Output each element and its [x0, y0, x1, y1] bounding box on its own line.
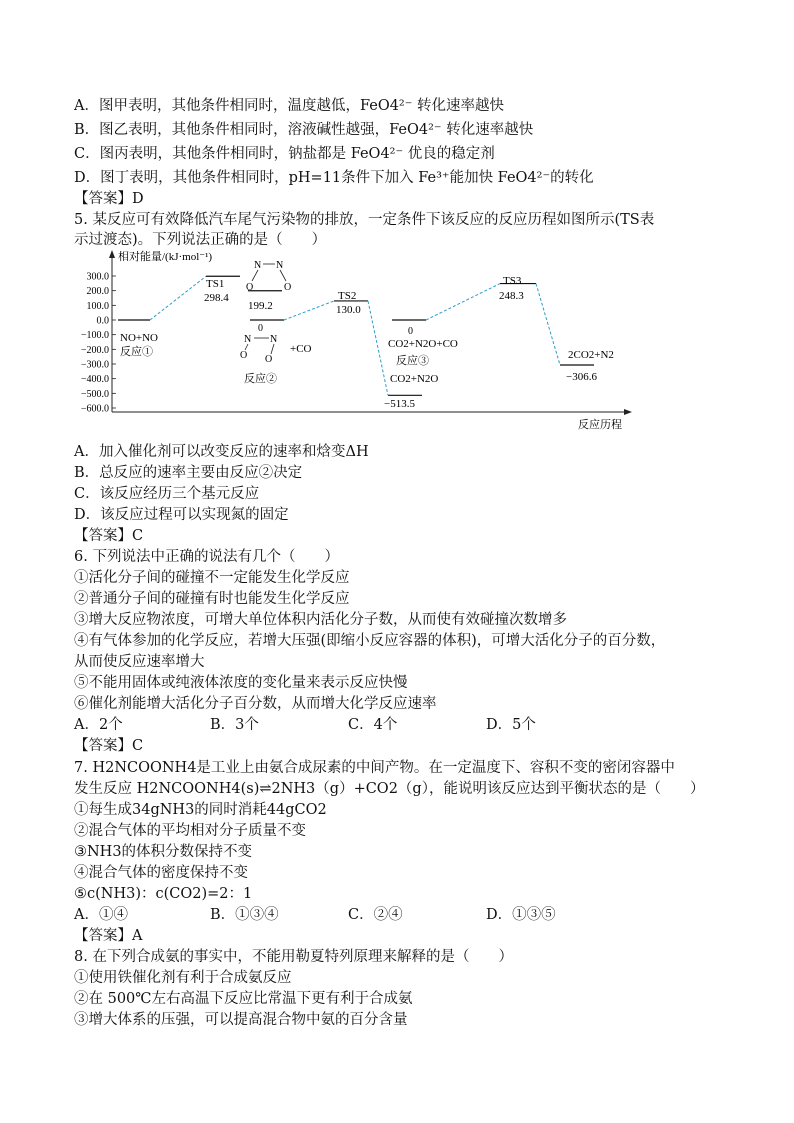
- q6-option-a: A．2个: [74, 717, 123, 733]
- y-tick-label: −200.0: [80, 344, 109, 356]
- q6-option-c: C．4个: [348, 717, 398, 733]
- q5-stem-line1: 5. 某反应可有效降低汽车尾气污染物的排放，一定条件下该反应的反应历程如图所示(TS表: [74, 212, 655, 228]
- q4-option-b: B．图乙表明，其他条件相同时，溶液碱性越强，FeO4²⁻ 转化速率越快: [74, 122, 534, 138]
- plus-co: +CO: [290, 343, 312, 355]
- final-species: 2CO2+N2: [568, 349, 614, 361]
- y-tick-label: −600.0: [80, 403, 109, 415]
- q5-option-c: C．该反应经历三个基元反应: [74, 486, 260, 502]
- q8-item-3: ③增大体系的压强，可以提高混合物中氨的百分含量: [74, 1012, 408, 1028]
- connector-dash: [368, 301, 388, 395]
- co2-n2o-co: CO2+N2O+CO: [388, 338, 458, 350]
- q5-option-b: B．总反应的速率主要由反应②决定: [74, 465, 303, 481]
- q6-answer: 【答案】C: [74, 738, 144, 754]
- mol-n2: N: [270, 334, 278, 345]
- q6-item-3: ③增大反应物浓度，可增大单位体积内活化分子数，从而使有效碰撞次数增多: [74, 612, 567, 628]
- q6-item-4: ④有气体参加的化学反应，若增大压强(即缩小反应容器的体积)，可增大活化分子的百分数，: [74, 633, 666, 649]
- mol-o2: O: [265, 354, 273, 365]
- ts1-label: TS1: [206, 278, 225, 290]
- q6-item-4-cont: 从而使反应速率增大: [74, 654, 205, 670]
- reaction3-label: 反应③: [396, 355, 429, 367]
- y-axis-arrow: [109, 250, 115, 258]
- q4-option-a: A．图甲表明，其他条件相同时，温度越低，FeO4²⁻ 转化速率越快: [74, 98, 505, 114]
- q7-item-4: ④混合气体的密度保持不变: [74, 865, 248, 881]
- q4-answer: 【答案】D: [74, 191, 144, 207]
- y-tick-label: −400.0: [80, 374, 109, 386]
- int-value: 199.2: [248, 300, 273, 312]
- low-value: −513.5: [384, 398, 415, 410]
- y-ticks: [81, 272, 116, 415]
- q4-option-c: C．图丙表明，其他条件相同时，钠盐都是 FeO4²⁻ 优良的稳定剂: [74, 146, 495, 162]
- connector-dash: [536, 284, 560, 365]
- reaction2-label: 反应②: [244, 373, 277, 385]
- q6-item-6: ⑥催化剂能增大活化分子百分数，从而增大化学反应速率: [74, 696, 437, 712]
- ring-n2: N: [276, 260, 284, 271]
- q6-item-5: ⑤不能用固体或纯液体浓度的变化量来表示反应快慢: [74, 675, 408, 691]
- ring-n1: N: [254, 260, 262, 271]
- connector-dash: [284, 301, 334, 320]
- q7-answer: 【答案】A: [74, 928, 143, 944]
- q5-answer: 【答案】C: [74, 528, 144, 544]
- q6-option-d: D．5个: [486, 717, 536, 733]
- q7-item-1: ①每生成34gNH3的同时消耗44gCO2: [74, 802, 327, 818]
- connector-dash: [150, 276, 206, 320]
- q6-item-1: ①活化分子间的碰撞不一定能发生化学反应: [74, 570, 350, 586]
- energy-profile-chart: [70, 246, 640, 434]
- ts2-value: 130.0: [336, 304, 361, 316]
- q4-option-d: D．图丁表明，其他条件相同时，pH=11条件下加入 Fe³⁺能加快 FeO4²⁻的转化: [74, 170, 594, 186]
- x-axis-label: 反应历程: [578, 419, 622, 431]
- q5-option-a: A．加入催化剂可以改变反应的速率和焓变ΔH: [74, 444, 369, 460]
- q7-item-5: ⑤c(NH3)：c(CO2)=2：1: [74, 886, 253, 902]
- ts2-label: TS2: [338, 290, 357, 302]
- x-axis-arrow: [624, 409, 632, 415]
- q8-item-1: ①使用铁催化剂有利于合成氨反应: [74, 970, 292, 986]
- low-species: CO2+N2O: [390, 373, 439, 385]
- mol-bond: [271, 344, 274, 354]
- q8-item-2: ②在 500℃左右高温下反应比常温下更有利于合成氨: [74, 991, 413, 1007]
- q7-option-d: D．①③⑤: [486, 907, 556, 923]
- y-tick-label: 200.0: [86, 286, 109, 298]
- q7-item-3: ③NH3的体积分数保持不变: [74, 844, 253, 860]
- q7-option-a: A．①④: [74, 907, 128, 923]
- y-tick-label: 0.0: [96, 315, 109, 327]
- q7-stem-line1: 7. H2NCOONH4是工业上由氨合成尿素的中间产物。在一定温度下、容积不变的密闭容器中: [74, 760, 675, 776]
- q5-option-d: D．该反应过程可以实现氮的固定: [74, 507, 289, 523]
- y-tick-label: −100.0: [80, 330, 109, 342]
- y-tick-label: 300.0: [86, 271, 109, 283]
- q5-stem-line2: 示过渡态)。下列说法正确的是（ ）: [74, 232, 327, 248]
- y-axis-label: 相对能量/(kJ·mol⁻¹): [118, 251, 213, 263]
- q6-option-b: B．3个: [210, 717, 259, 733]
- y-tick-label: 100.0: [86, 300, 109, 312]
- zero-label-a: 0: [258, 323, 263, 334]
- zero-label-b: 0: [408, 326, 413, 337]
- ts3-label: TS3: [503, 275, 522, 287]
- start-species: NO+NO: [120, 332, 158, 344]
- mol-o1: O: [240, 350, 248, 361]
- q7-item-2: ②混合气体的平均相对分子质量不变: [74, 823, 306, 839]
- ring-bond: [252, 270, 258, 281]
- q7-stem-line2: 发生反应 H2NCOONH4(s)⇌2NH3（g）+CO2（g），能说明该反应达到平衡状态的是（ ）: [74, 781, 705, 797]
- y-tick-label: −500.0: [80, 388, 109, 400]
- reaction1-label: 反应①: [120, 346, 153, 358]
- y-tick-label: −300.0: [80, 359, 109, 371]
- connector-dash: [426, 284, 500, 320]
- final-value: −306.6: [566, 371, 597, 383]
- ring-o2: O: [284, 282, 292, 293]
- ts1-value: 298.4: [204, 292, 229, 304]
- ring-o1: O: [246, 282, 254, 293]
- ts3-value: 248.3: [499, 290, 524, 302]
- mol-n1: N: [244, 334, 252, 345]
- q6-item-2: ②普通分子间的碰撞有时也能发生化学反应: [74, 591, 350, 607]
- q7-option-b: B．①③④: [210, 907, 279, 923]
- q7-option-c: C．②④: [348, 907, 403, 923]
- q8-stem: 8. 在下列合成氨的事实中，不能用勒夏特列原理来解释的是（ ）: [74, 949, 513, 965]
- ring-bond: [280, 270, 286, 281]
- q6-stem: 6. 下列说法中正确的说法有几个（ ）: [74, 549, 339, 565]
